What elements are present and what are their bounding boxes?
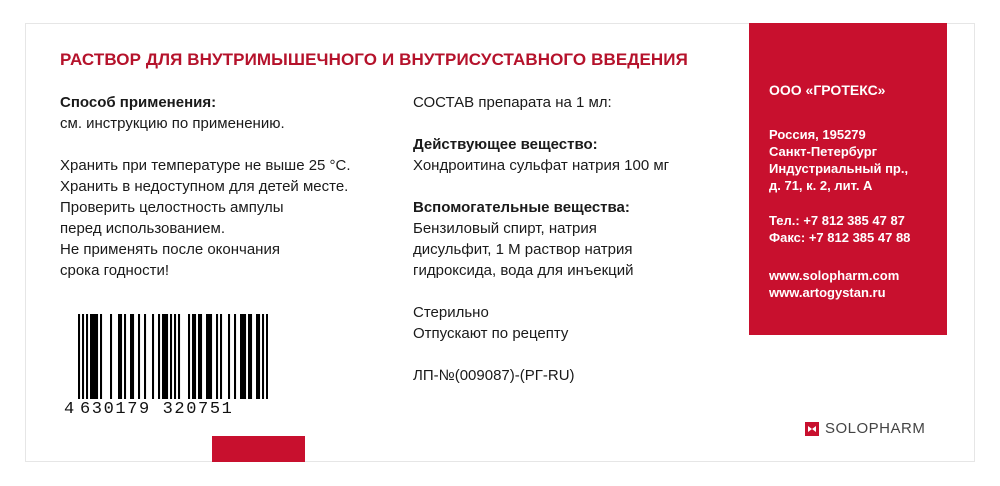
storage-line: Хранить в недоступном для детей месте. [60,178,349,195]
barcode-bar [250,314,252,399]
barcode-bar [78,314,80,399]
barcode-bar [166,314,168,399]
barcode-bar [82,314,84,399]
storage-line: перед использованием. [60,220,225,237]
prescription-text: Отпускают по рецепту [413,325,569,342]
address-line: Санкт-Петербург [769,144,878,159]
solopharm-logo-icon [805,422,819,436]
website-link: www.solopharm.com [769,268,900,283]
company-info-panel [749,23,947,335]
barcode-bar [120,314,122,399]
barcode-bar [86,314,88,399]
barcode-bar [188,314,190,399]
storage-line: срока годности! [60,262,170,279]
barcode-bar [130,314,132,399]
address-line: Россия, 195279 [769,127,866,142]
barcode-bar [96,314,98,399]
brand-name: SOLOPHARM [825,420,926,437]
barcode-bar [220,314,222,399]
barcode-bar [216,314,218,399]
usage-column [60,92,390,281]
phone-number: Тел.: +7 812 385 47 87 [769,213,905,228]
barcode-bar [174,314,176,399]
barcode [78,314,268,399]
barcode-bar [258,314,260,399]
active-title: Действующее вещество: [413,136,598,153]
barcode-bar [100,314,102,399]
excipient-line: дисульфит, 1 М раствор натрия [413,241,633,258]
barcode-digits: 630179 320751 [80,400,234,419]
barcode-bar [200,314,202,399]
excipient-line: гидроксида, вода для инъекций [413,262,634,279]
barcode-bar [228,314,230,399]
registration-number: ЛП-№(009087)-(РГ-RU) [413,367,575,384]
barcode-bar [256,314,258,399]
barcode-bar [144,314,146,399]
barcode-bar [206,314,208,399]
excipients-title: Вспомогательные вещества: [413,199,630,216]
barcode-bar [118,314,120,399]
storage-line: Не применять после окончания [60,241,280,258]
barcode-bar [262,314,264,399]
barcode-bar [152,314,154,399]
barcode-bar [208,314,210,399]
barcode-bar [234,314,236,399]
barcode-bar [178,314,180,399]
address-line: д. 71, к. 2, лит. А [769,178,873,193]
barcode-bar [192,314,194,399]
barcode-bar [124,314,126,399]
company-address [769,126,908,194]
barcode-bar [132,314,134,399]
company-websites [769,267,899,301]
barcode-bar [162,314,164,399]
barcode-bar [90,314,92,399]
barcode-bar [244,314,246,399]
red-tab-decoration [212,436,305,462]
barcode-bar [138,314,140,399]
barcode-bar [194,314,196,399]
composition-heading [413,92,733,113]
barcode-first-digit: 4 [64,400,75,419]
composition-column [413,92,733,386]
fax-number: Факс: +7 812 385 47 88 [769,230,911,245]
brand-logo [805,420,925,437]
website-link: www.artogystan.ru [769,285,886,300]
barcode-bar [248,314,250,399]
barcode-bar [170,314,172,399]
storage-line: Проверить целостность ампулы [60,199,284,216]
barcode-bar [240,314,242,399]
method-title: Способ применения: [60,94,217,111]
page-title: РАСТВОР ДЛЯ ВНУТРИМЫШЕЧНОГО И ВНУТРИСУСТАВНОГО ВВЕДЕНИЯ [60,50,688,69]
active-text: Хондроитина сульфат натрия 100 мг [413,157,670,174]
barcode-bar [210,314,212,399]
storage-line: Хранить при температуре не выше 25 °С. [60,157,351,174]
barcode-bar [110,314,112,399]
composition-unit: препарата на 1 мл: [474,94,612,111]
address-line: Индустриальный пр., [769,161,909,176]
barcode-bar [92,314,94,399]
sterile-text: Стерильно [413,304,489,321]
composition-label: СОСТАВ [413,94,475,111]
barcode-bar [198,314,200,399]
company-contacts [769,212,910,246]
barcode-bar [158,314,160,399]
method-text: см. инструкцию по применению. [60,115,285,132]
barcode-bar [266,314,268,399]
barcode-bar [94,314,96,399]
barcode-bar [164,314,166,399]
excipient-line: Бензиловый спирт, натрия [413,220,597,237]
barcode-bar [242,314,244,399]
company-name: ООО «ГРОТЕКС» [769,82,886,98]
